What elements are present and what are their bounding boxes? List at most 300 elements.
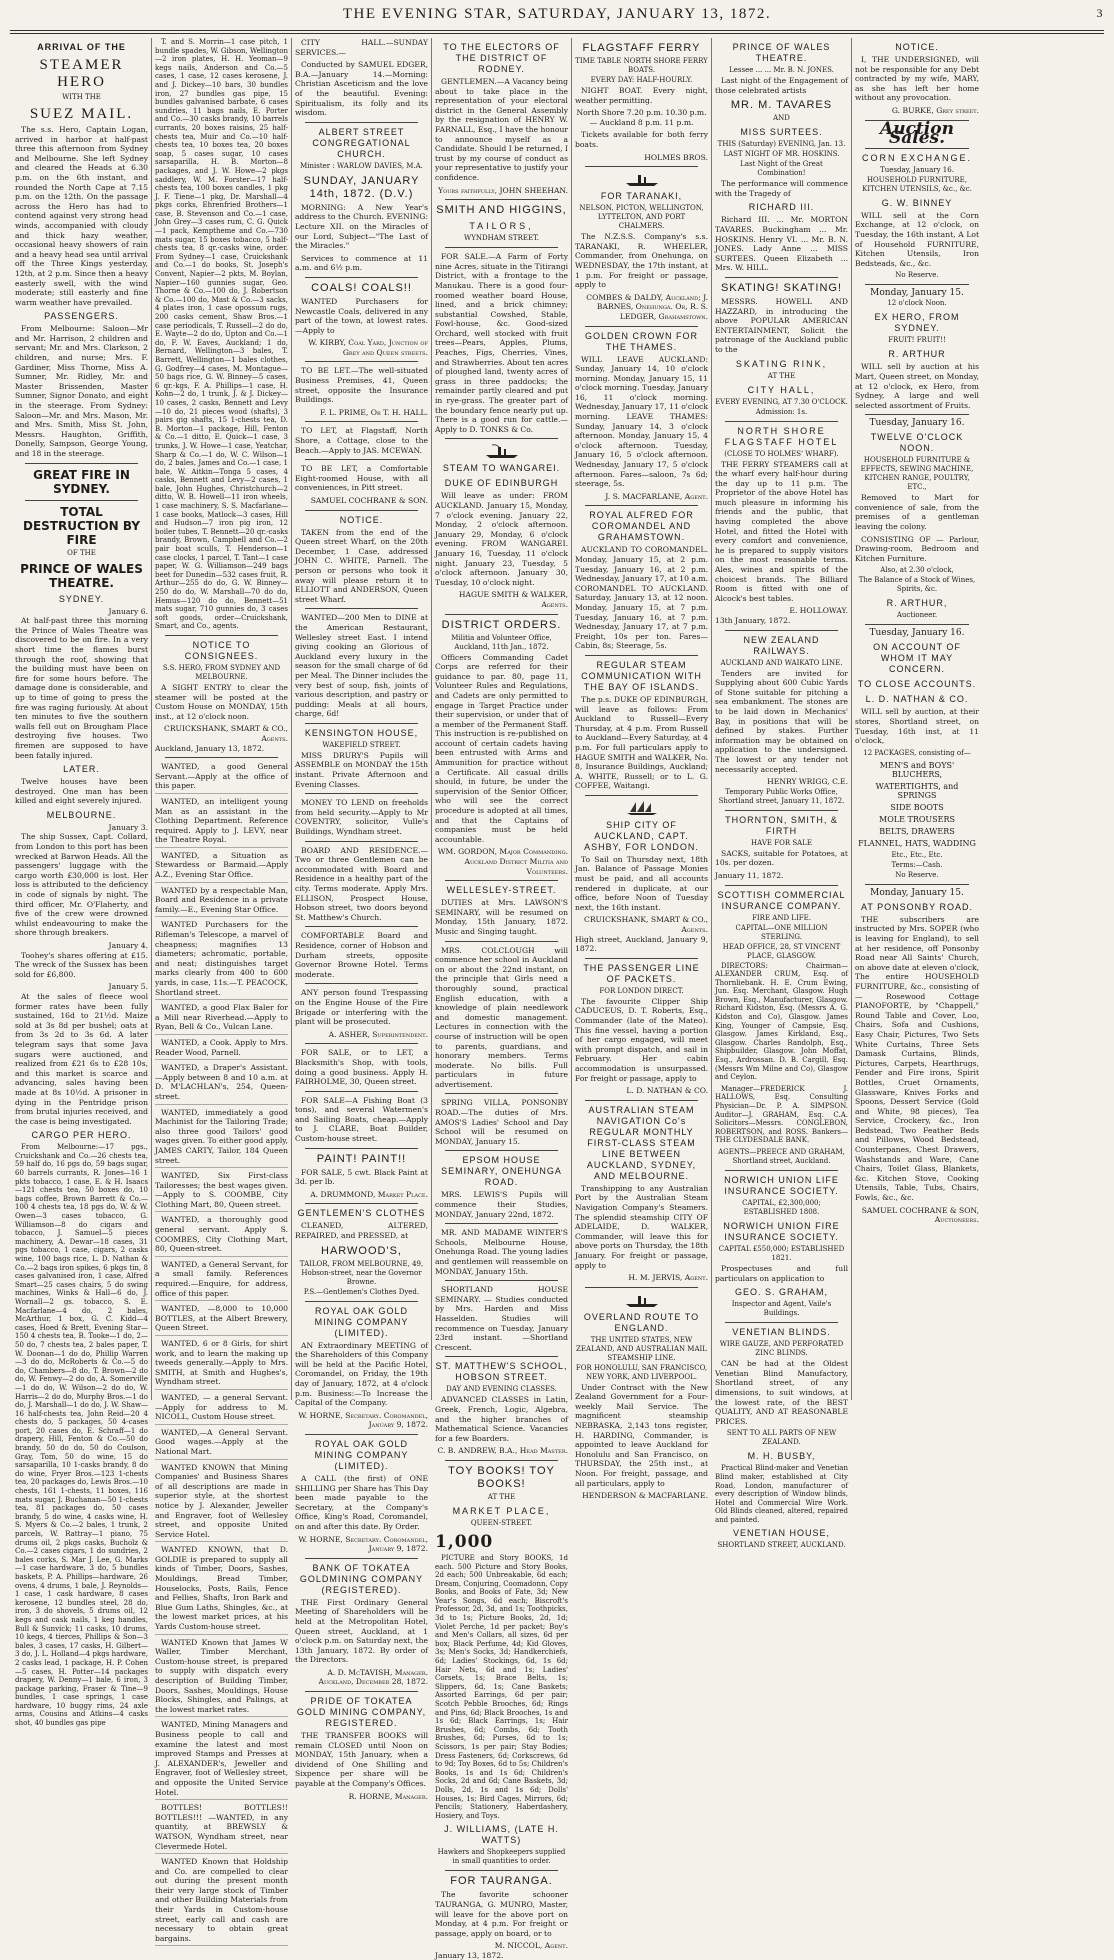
district-sub: Militia and Volunteer Office, Auckland, 11th Jan., 1872. [451, 633, 552, 651]
also: Also, at 2.30 o'clock, [880, 566, 954, 575]
royalalfred-title: ROYAL ALFRED FOR COROMANDEL AND GRAHAMSTOWN. [589, 510, 694, 543]
norwich-body: Prospectuses and full particulars on application to [715, 1263, 848, 1283]
overland-for: FOR HONOLULU, SAN FRANCISCO, NEW YORK, AND LIVERPOOL. [575, 1363, 708, 1381]
divider [445, 1460, 558, 1461]
wanted-ad: WANTED, —8,000 to 10,000 BOTTLES, at the Albert Brewery, Queen Street. [155, 1304, 288, 1336]
divider [305, 459, 418, 460]
norwich-sig: GEO. S. GRAHAM, [734, 1287, 828, 1298]
divider [585, 166, 698, 167]
wellesley-title: WELLESLEY-STREET. [446, 885, 557, 896]
taranaki-sig: COMBES & DALDY, Auckland; J. BARNES, Onehunga. Or, R. S. LEDGER, Grahamstown. [586, 292, 708, 321]
venetian-house: VENETIAN HOUSE, [732, 1528, 830, 1539]
colclough-ad: MRS. COLCLOUGH will commence her school in Auckland on or about the 22nd instant, on the principle that Girls need a thoroughly sound, practical English education, with a knowledge of plain needlework and domestic management. Lectures in connection with the course of instruction will be open to parents, guardians, and honorary members. Terms moderate. No bills. Full particulars in future advertisement. [435, 945, 568, 1089]
scottish-title: SCOTTISH COMMERCIAL INSURANCE COMPANY. [717, 889, 846, 911]
skating-adm: Admission: 1s. [755, 407, 808, 416]
sailing-ship-icon [624, 800, 660, 816]
divider [585, 958, 698, 959]
toys-body: PICTURE and Story BOOKS, 1d each. 500 Picture and Story Books, 2d each; 500 Unbreakable, 6d each; Dream, Conjuring, Coomadonn, Copy Books, and Books of Fate, 3d; New Year's Songs, 6d each; Biscroft's Professor, 2d, 3d, and 1s; Toothpicks, 3d to 1s; Picture Books, 2d, 1d; Violet Perche, 1d per packet; Boy's and Men's Collars, all sizes, 6d per box; Black Perfume, 4d; Kid Gloves, 3s; Men's Socks, 3d; Handkerchiefs, 6d; Ladies' Stockings, 6d, 1s 6d; Hair Nets, 6d and 1s; Ladies' Corsets, 1s; Brace Belts, 1s; Slippers, 6d, 1s; Cane Baskets; Assorted Earrings, 6d per pair; Scotch Pebble Brooches, 6d; Rings and Pins, 6d; Black Brooches, 1s and 1s 6d; Black Earrings, 1s; Hair Brushes, 6d; Combs, 6d; Tooth Brushes, 6d; Purses, 6d to 1s; Scissors, 1s per pair; Stay Bodies; Dress Fasteners, 6d; Corkscrews, 6d to 9d; Toy Boxes, 6d to 5s; Children's Books, 1s and 1s 6d; Children's Socks, 2d and 6d; Cane Baskets, 3d; Dolls, 2d, 1s and 1s 6d; Dolls' Houses, 1s; Bird Cages, Mirrors, 6d; Pencils; Stationery, Haberdashery, Hosiery, and Toys. [435, 1553, 568, 1820]
theatre-cast: Richard III. ... Mr. MORTON TAVARES. Buckingham ... Mr. HOSKINS. Henry VI. ... Mr. B. N. JONES. Lady Anne ... MISS SURTEES. Queen Elizabeth ... Mrs. W. HILL. [715, 215, 848, 273]
column-3 [292, 38, 432, 1801]
masthead [0, 6, 1114, 28]
divider [305, 1091, 418, 1092]
binney-name: G. W. BINNEY [881, 197, 953, 208]
divider [445, 941, 558, 942]
australian-title: AUSTRALIAN STEAM NAVIGATION Co's REGULAR MONTHLY FIRST-CLASS STEAM LINE BETWEEN AUCKLAND, SYDNEY, AND MELBOURNE. [586, 1104, 697, 1181]
theatre-title: PRINCE OF WALES THEATRE. [732, 42, 831, 63]
stmatthew-sig: C. B. ANDREW, B.A., Head Master. [437, 1446, 568, 1456]
comfortable-ad: COMFORTABLE Board and Residence, corner of Hobson and Durham streets, opposite Governor Browne Hotel. Terms moderate. [295, 931, 428, 979]
column-2 [152, 38, 292, 1943]
consisting: CONSISTING OF — Parlour, Drawing-room, Bedroom and Kitchen Furniture. [855, 534, 979, 563]
northshore-date: 13th January, 1872. [715, 616, 791, 625]
divider [445, 614, 558, 615]
fire-body: At half-past three this morning the Prince of Wales Theatre was discovered to be on fire. In a very short time the flames burst through the roof, showing that the building must have been on fire for some hours before. The damage done is considerable, and up to time of going to press the fire was raging furiously. At about ten minutes to five the southern walls fell out on Brougham Place destroying five houses. Two firemen are supposed to have been fatally injured. [15, 616, 148, 760]
melb-date-2: January 4. [108, 941, 148, 950]
cityhall-title: CITY HALL.—SUNDAY SERVICES.— [295, 38, 428, 57]
melb-date: January 3. [108, 822, 148, 832]
fire-headline-3: PRINCE OF WALES THEATRE. [20, 561, 143, 590]
tauranga-sig: M. NICCOL, Agent. [494, 1941, 568, 1951]
district-body: Officers Commanding Cadet Corps are referred for their guidance to par. 80, page 11, Volunteer Rules and Regulations, and Cadets are only permitted to engage in Target Practice under their supervision, or under that of a member of the Permanent Staff. This instruction is re-published on account of certain cadets having been entrusted with Arms and Ammunition for practice without a Certificate. All casual drills should, in future, be under the supervision of the Senior Officer, who will see the correct procedure is adopted at all times, and that the Captains of companies must be held accountable. [435, 652, 568, 844]
divider [305, 277, 418, 278]
divider [305, 1558, 418, 1559]
wanted-ad: WANTED, an intelligent young Man as an assistant in the Clothing Department. Reference required. Apply to J. LEVY, near the Theatre Royal. [155, 797, 288, 848]
stmatthew-title: ST. MATTHEW'S SCHOOL, HOBSON STREET. [435, 1361, 568, 1383]
steamship-icon [624, 171, 660, 187]
flagstaff-sub: TIME TABLE NORTH SHORE FERRY BOATS. [575, 57, 708, 74]
corn-goods: HOUSEHOLD FURNITURE, KITCHEN UTENSILS, &c., &c. [862, 175, 972, 193]
auction-item: SIDE BOOTS [890, 802, 944, 812]
clothes-title: GENTLEMEN'S CLOTHES [297, 1208, 426, 1219]
tuesday2-date: Tuesday, January 16. [869, 628, 965, 639]
toys-at: AT THE [487, 1492, 516, 1501]
winter-ad: MR. AND MADAME WINTER'S Schools, Melbourne House, Onehunga Road. The young ladies and gentlemen will reassemble on MONDAY, January 15th. [435, 1228, 568, 1276]
ship-body: To Sail on Thursday next, 18th Jan. Balance of Passage Monies must be paid, and all accounts rendered in duplicate, at our office, before Noon of Tuesday next, the 16th instant. [575, 854, 708, 912]
passengers-body: From Melbourne: Saloon—Mr and Mr. Harrison, 2 children and servant; Mr. and Mrs. Clarkson, 2 children, and nurse; Mrs. F. Gardiner, Miss Thorne, Miss A. Sumner, Mr. Ridley, Mr. and Master Brissenden, Master Sumner, Signor Donato, and eight in the steerage. From Sydney: Saloon—Mr. and Mrs. Mason, Mr. and Mrs. Smith, Miss St. John, Messrs. Haughton, Griffith, Donelly, Sampson, George Young, and 18 in the steerage. [15, 324, 148, 458]
thornton-sub: HAVE FOR SALE [751, 838, 812, 847]
wanted-ad: WANTED, a thoroughly good general servant. Apply S. COOMBES, City Clothing Mart, 80, Queen-street. [155, 1215, 288, 1256]
divider [445, 247, 558, 248]
binney-body: WILL sell at the Corn Exchange, at 12 o'clock, on Tuesday, the 16th instant, A Lot of Household FURNITURE, Kitchen Utensils, Iron Bedsteads, &c., &c. [855, 210, 979, 268]
theatre-lastnight: LAST NIGHT OF MR. HOSKINS. [723, 150, 840, 159]
auction-sales-title: Auction Sales. [880, 118, 954, 149]
coals-sig: W. KIRBY, Coal Yard, Junction of Grey and Queen streets. [308, 338, 428, 357]
notice-body: TAKEN from the end of the Queen street Wharf, on the 20th December, 1 Case, addressed JOHN C. WHITE, Parnell. The person or persons who took it away will please return it to ELLIOTT and ANDERSON, Queen street Wharf. [295, 527, 428, 604]
consignees-body: A SIGHT ENTRY to clear the steamer will be posted at the Custom House on MONDAY, 15th inst., at 12 o'clock noon. [155, 682, 288, 721]
thornton-date: January 11, 1872. [715, 870, 784, 880]
top-rule-2 [10, 33, 1104, 34]
shortland-ad: SHORTLAND HOUSE SEMINARY. — Studies conducted by Mrs. Harden and Miss Hasselden. Studies will recommence on Tuesday, January 23rd instant. —Shortland Crescent. [435, 1285, 568, 1352]
notice-title: NOTICE. [895, 42, 939, 52]
railways-title: NEW ZEALAND RAILWAYS. [743, 634, 820, 656]
overland-sig: HENDERSON & MACFARLANE. [582, 1491, 708, 1501]
consignees-sub: S.S. HERO, FROM SYDNEY AND MELBOURNE. [162, 663, 281, 681]
electors-body: GENTLEMEN.—A Vacancy being about to take place in the representation of your electoral district in the General Assembly by the resignation of HENRY W. FARNALL, Esq., I have the honour to announce myself as a Candidate. Should I be returned, I trust by my course of conduct as your representative to justify your confidence. [435, 77, 568, 182]
wanted-ad: WANTED, a Situation as Stewardess or Barmaid.—Apply A.Z., Evening Star Office. [155, 851, 288, 883]
divider [165, 635, 278, 636]
to-let-1-sig: F. L. PRIME, Or T. H. HALL. [320, 407, 428, 417]
venetian-sent: SENT TO ALL PARTS OF NEW ZEALAND. [726, 1429, 837, 1447]
paint-title: PAINT! PAINT!! [316, 1152, 407, 1165]
skating-at: AT THE [767, 371, 796, 380]
clothes-tailor: TAILOR, FROM MELBOURNE, 49, Hobson-street, near the Governor Browne. [299, 1259, 424, 1286]
packets-sig: L. D. NATHAN & CO. [626, 1086, 708, 1096]
divider [865, 414, 969, 415]
sunday-services: Services to commence at 11 a.m. and 6½ p.m. [295, 253, 428, 273]
divider [725, 421, 838, 422]
divider [445, 1093, 558, 1094]
theatre-miss: MISS SURTEES. [740, 127, 823, 138]
sydney-label: SYDNEY. [58, 593, 105, 604]
tokatea-title: BANK OF TOKATEA GOLDMINING COMPANY (REGISTERED). [299, 1562, 424, 1595]
wangarei-ship: DUKE OF EDINBURGH [444, 478, 559, 489]
wanted-ad: WANTED, a good Flax Baler for a Mill near Riverhead.—Apply to Ryan, Bell & Co., Vulcan Lane. [155, 1003, 288, 1035]
divider [725, 810, 838, 811]
divider [305, 841, 418, 842]
flagstaff-table: North Shore 7.20 p.m. 10.30 p.m. — Auckland 8 p.m. 11 p.m. [576, 108, 707, 127]
divider [165, 757, 278, 758]
ship-addr: High street, Auckland, January 9, 1872. [575, 934, 708, 954]
trespass-ad: ANY person found Trespassing on the Engine House of the Fire Brigade or interfering with the plant will be prosecuted. [295, 988, 428, 1027]
divider [585, 655, 698, 656]
consignees-title: NOTICE TO CONSIGNEES. [184, 639, 259, 661]
tuesday-date: Tuesday, January 16. [869, 418, 965, 429]
divider [865, 284, 969, 285]
to-let-1: TO BE LET.—The well-situated Business Premises, 41, Queen street, opposite the Insurance Buildings. [295, 366, 428, 405]
northshore-sig: E. HOLLOWAY. [789, 606, 848, 616]
cargo-label: CARGO PER HERO. [31, 1130, 132, 1141]
taranaki-body: The N.Z.S.S. Company's s.s. TARANAKI, R. WHEELER, Commander, from Onehunga, on WEDNESDAY, the 17th instant, at 1 p.m. For freight or passage, apply to [575, 232, 708, 290]
ship-title: SHIP CITY OF AUCKLAND, CAPT. ASHBY, FOR LONDON. [584, 819, 699, 852]
arthur-body: WILL sell by auction at his Mart, Queen street, on Monday, at 12 o'clock, ex Hero, from Sydney, A large and well selected assortment of Fruits. [855, 362, 979, 410]
flagstaff-every: EVERY DAY: HALF-HOURLY. [590, 76, 693, 84]
cargo-body: From Melbourne:—17 pgs., Cruickshank and Co.—26 chests tea, 59 half do, 16 pgs do, 59 bags sugar, 60 barrels currants, R. Jones—16 1 pkts tobacco, 1 case, E. & H. Isaacs—121 chests tea, 50 boxes do, 10 bags coffee, Brown Barrett & Co.—100 4 chests tea, 18 pgs do, W. & W. Owen—3 cases tobacco, G. Williamson—8 do cigars and tobacco, J. Samuel—5 pieces machinery, A. Dewar—18 cases, 31 pgs tobacco, 1 case, cigars, 2 casks wine, 100 bags rice, L. D. Nathan & Co.—2 bags iron spikes, 6 pkgs tin, 8 cases galvanised iron, 1 case, Alfred Smart—25 cases chairs, 5 do swing machines, Winks & Hall—6 do, J. Wornall—2 gs. tobacco, S. E. Macfarlane—4 do, 2 bales, McArthur, 1 box, G. C. Kidd—4 cases, Hoed & Brett, Evening Star—150 4 chests tea, B. Tooke—1 do, 2—50 do, 7 chests tea, 2 bales paper, T. W. Doonan—1 do do, Phillip Warren—3 do do, McRoberts & Co.—5 do do, Chambers—8 do, T. Brown—2 do do, W. Fenwy—2 do do, A. Somerville—1 do do, W. Wilson—2 do do, W. Harris—2 do do, Murphy Bros.—1 do do, J. Marshall—1 do do, J. W. Shaw—16 half-chests tea, John Reid—20 4 chests do, 5 packages, 50 4-cases port, 20 cases do, E. Schraff—1 do drapery, Hill, Fenton & Co.—50 do brandy, 50 do do, 50 do Coulson, Gray, Tom, 50 do wine, 15 do sarsaparilla, 10 1-casks brandy, 8 do do wine, Fryer Bros.—123 1-chests tea, 20 packages do, Lewis Bros.—10 chests, 161 1-chests, 11 boxes, 116 mats sugar, J. Buchanan—50 1-chests tea, 81 packages do, 50 cases brandy, 5 do wine, 4 casks wine, H. S. Myers & Co.—2 bales, 1 trunk, 2 parcels, W. Rattray—1 piano, 75 drums oil, 2 pkgs casks, Bucholz & Co.—2 cases cigars, 1 do sundries, 2 bales corks, S. Mar J. Lee, G. Marks—1 case hardware, 3 do, 5 bundles baskets, P. A. Phillips—hardware, 26 ovens, 4 drums, 1 bale, J. Reynolds—1 case, 1 cask hardware, 8 cases kerosene, 12 bundles steel, 28 do, iron, 3 do shovels, 5 drums oil, 12 kegs and cask nails, 1 keg handles, Bull & Sunvick; 11 casks, 10 drums, 10 kegs, 4 tierces, Phillips & Son—3 bales, 3 cases, 17 casks, H. Gilbert—3 do, J. L. Holland—4 pkgs hardware, 2 casks lead, 1 package, H. P. Cohen—5 cases, H. Potter—14 packages drapery, W. Denny—1 bale, 6 iron, 3 package parking, Fraser & Tine—9 bundles, 1 case springs, 1 case hardware, 10 buggy rims, 24 axle arms, Cousins and Atkins—4 casks shot, 40 bundles gas pipe [15, 1143, 148, 1728]
royaloak-body: AN Extraordinary MEETING of the Shareholders of this Company will be held at the Pacific Hotel, Coromandel, on Friday, the 19th day of January, 1872, at 4 o'clock p.m. Business:—To Increase the Capital of the Company. [295, 1340, 428, 1408]
divider [445, 199, 558, 200]
albert-title: ALBERT STREET CONGREGATIONAL CHURCH. [312, 126, 411, 159]
northshore-title: NORTH SHORE FLAGSTAFF HOTEL [724, 425, 839, 447]
theatre-this: THIS (Saturday) EVENING, Jan. 13. [717, 140, 846, 149]
tauranga-date: January 13, 1872. [435, 1950, 504, 1960]
wanted-ad: WANTED, a General Servant, for a small family. References required.—Enquire, for address, office of this paper. [155, 1260, 288, 1301]
divider [725, 630, 838, 631]
royaloak2-title: ROYAL OAK GOLD MINING COMPANY (LIMITED). [314, 1438, 409, 1471]
fire-headline-2: TOTAL DESTRUCTION BY FIRE [22, 504, 141, 547]
theatre-play: RICHARD III. [748, 202, 815, 213]
money-ad: MONEY TO LEND on freeholds from held security.—Apply to Mr COVENTRY, solicitor, Vulle's Buildings, Wyndham street. [295, 798, 428, 837]
scottish-manager: Manager—FREDERICK J. HALLOWS, Esq. Consulting Physician—Dr. P. A. SIMPSON. Auditor—J. GRAHAM, Esq. C.A. Solicitors—Messrs. CONGLEBON, ROBERTSON, and ROSS. Bankers—THE CLYDESDALE BANK. [715, 1084, 848, 1145]
arthur2-name: R. ARTHUR, [886, 598, 948, 609]
divider [865, 624, 969, 625]
coals-body: WANTED Purchasers for Newcastle Coals, delivered in any part of the town, at lowest rates.—Apply to [295, 296, 428, 335]
divider [585, 795, 698, 796]
scottish-capital: CAPITAL—ONE MILLION STERLING. [735, 923, 828, 941]
arrival-ship: STEAMER HERO [39, 57, 124, 90]
divider [445, 1280, 558, 1281]
twelve-title: TWELVE O'CLOCK NOON. [870, 432, 964, 454]
theatre-last: Last night of the Engagement of those celebrated artists [715, 76, 848, 95]
divider [305, 723, 418, 724]
column-7 [852, 38, 982, 1400]
divider [585, 326, 698, 327]
auction-item: BELTS, DRAWERS [879, 826, 955, 836]
railways-office: Temporary Public Works Office, Shortland street, January 11, 1872. [718, 787, 845, 805]
arrival-body: The s.s. Hero, Captain Logan, arrived in harbor at half-past three this afternoon from Sydney and Melbourne. She left Sydney and cleared the Heads at 6.30 p.m. on the 6th instant, and rounded the North Cape at 7.15 p.m. on the 12th. On the passage across the Hero has had to contend against very strong head winds, accompanied with cloudy and thick hazy weather, occasional heavy showers of rain and a heavy head sea until arrival off the Three Kings yesterday, 12th, at 2 p.m. Since then a heavy easterly swell, with the wind moderate; still easterly and fine warm weather have prevailed. [15, 125, 148, 307]
venetian-body: CAN be had at the Oldest Venetian Blind Manufactory, Shortland street, of any dimensions, to suit windows, at the lowest rate, of the BEST QUALITY, AND AT REASONABLE PRICES. [715, 1359, 848, 1426]
golden-body: WILL LEAVE AUCKLAND: Sunday, January 14, 10 o'clock morning. Monday, January 15, 11 o'clock morning. Tuesday, January 16, 11 o'clock morning. Wednesday, January 17, 11 o'clock morning. LEAVE THAMES: Sunday, January 14, 3 o'clock afternoon. Monday, January 15, 4 o'clock afternoon. Tuesday, January 16, 5 o'clock afternoon. Wednesday, January 17, 5 o'clock afternoon. Fares—saloon, 7s 6d; steerage, 5s. [575, 354, 708, 489]
divider [445, 438, 558, 439]
packages: 12 PACKAGES, consisting of— [863, 748, 971, 757]
later-body: Twelve houses have been destroyed. One man has been killed and eight severely injured. [15, 777, 148, 806]
wanted-ad: WANTED, immediately a good Machinist for the Tailoring Trade; also three good Tailors' good wages given. To either good apply, JAMES CARTY, Tailor, 184 Queen street. [155, 1108, 288, 1169]
arrival-mail: SUEZ MAIL. [29, 106, 134, 122]
wanted-ad: WANTED, Mining Managers and Business people to call and examine the latest and most improved Stamps and Presses at J. ALEXANDER's, Jeweller and Engraver, foot of Wellesley street, and opposite the United Service Hotel. [155, 1720, 288, 1800]
melb-body: The ship Sussex, Capt. Collard, from London to this port has been wrecked at Barwon Heads. All the passengers' luggage with the cargo worth £30,000 is lost. Her loss is attributed to the deficiency in code of signals by night. The third officer, Mr. O'Flaherty, and five of the crew were drowned whilst endeavouring to make the shore through breakers. [15, 832, 148, 938]
ponsonby-body: THE subscribers are instructed by Mrs. SOPER (who is leaving for England), to sell at her residence, off Ponsonby Road near All Saints' Church, on above date at eleven o'clock, The entire HOUSEHOLD FURNITURE, &c., consisting of— Rosewood Cottage PIANOFORTE, by "Chappell," Round Table and Cover, Loo, Chairs, Sofa and Cushions, Easy Chair, Pictures, Two Sets White Curtains, Three Sets Damask Curtains, Blinds, Pictures, Carpets, Hearthrugs, Fender and Fire irons, Spirit Bottles, Cruet Ornaments, Glassware, Knives Forks and Spoons, Dessert Service (Gold and White, 98 pieces), Tea Service, Crockery, &c., Iron Bedstead, Two Feather Beds and Pillows, Wood Bedstead, Counterpanes, Chest Drawers, Washstands and Ware, Cane Chairs, Toilet Glass, Blankets, &c. Kitchen Stove, Cooking Utensils, Table, Tubs, Chairs, Fowls, &c., &c. [855, 914, 979, 1203]
wanted-ad: WANTED Known that James W Waller, Timber Merchant, Custom-house street, is prepared to supply with dispatch every description of Building Timber, Doors, Sashes, Mouldings, House Blocks, Shingles, and Palings, at the lowest market rates. [155, 1638, 288, 1718]
northshore-sub: (CLOSE TO HOLMES' WHARF). [724, 449, 839, 458]
smith-sub: TAILORS, [469, 221, 534, 232]
railways-body: Tenders are invited for Supplying about 600 Cubic Yards of Stone suitable for pitching a sea embankment. The stones are to be laid down in Mechanics' Bay, in positions that will be defined by stakes. Further information may be obtained on application to the undersigned. The lowest or any tender not necessarily accepted. [715, 668, 848, 774]
wangarei-title: STEAM TO WANGAREI. [442, 463, 561, 474]
divider [725, 1170, 838, 1171]
monday-date: Monday, January 15. [870, 288, 964, 299]
divider [305, 1301, 418, 1302]
paint-body: FOR SALE, 5 cwt. Black Paint at 3d. per lb. [295, 1167, 428, 1187]
divider [585, 505, 698, 506]
sunday-body: MORNING: A New Year's address to the Church. EVENING: Lecture XII. on the Miracles of our Lord, Subject—"The Last of the Miracles." [295, 202, 428, 251]
australian-body: Transhipping to any Australian Port by the Australian Steam Navigation Company's Steamers. The splendid steamship CITY OF ADELAIDE, D. WALKER, Commander, will leave this for above ports on Thursday, the 18th January. For freight or passage, apply to [575, 1183, 708, 1270]
smith-title: SMITH AND HIGGINS, [436, 204, 567, 217]
overland-sub: THE UNITED STATES, NEW ZEALAND, AND AUSTRALIAN MAIL STEAMSHIP LINE. [576, 1335, 707, 1362]
venetian-foot: Practical Blind-maker and Venetian Blind maker, established at City Road, London, manufacturer of every description of Window blinds, Hotel and Commercial Wire Work. Old Blinds cleaned, altered, repaired and painted. [715, 1464, 848, 1524]
divider [305, 1691, 418, 1692]
taranaki-title: FOR TARANAKI, [600, 191, 683, 202]
consignees-sig: CRUICKSHANK, SMART & CO., Agents. [164, 724, 288, 743]
stmatthew-body: ADVANCED CLASSES in Latin, Greek, French, Logic, Algebra, and the higher branches of Mathematical Science. Vacancies for a few Boarders. [435, 1395, 568, 1443]
scottish-directors: DIRECTORS: Chairman—ALEXANDER CRUM, Esq. of Thornliebank. H. E. Crum Ewing, Jun. Esq. Merchant, Glasgow. Hugh Brown, Esq., Manufacturer, Glasgow. Richard Kidston, Esq. (Messrs A. G. Kidston and Co), Glasgow. James King, Younger of Campsie, Esq. Glasgow. James Kirkland, Esq., Glasgow. Charles Randolph, Esq., Shipbuilder, Glasgow. John Moffat, Esq., Ardrossan. D. B. Cargill, Esq. (Messrs Wm Milne and Co), Glasgow and Ceylon. [715, 961, 848, 1082]
notice-body: I, THE UNDERSIGNED, will not be responsible for any Debt contracted by my wife, MARY, as she has left her home without any provocation. [855, 55, 979, 103]
electors-sig: Yours faithfully, JOHN SHEEHAN. [438, 185, 568, 195]
wanted-ad: WANTED Known that Holdship and Co. are compelled to clear out during the present month their very large stock of Timber and other Building Materials from their Yards in Custom-house street, early call and cash are necessary to obtain great bargains. [155, 1857, 288, 1946]
flagstaff-title: FLAGSTAFF FERRY [582, 42, 701, 54]
norwich-capital: CAPITAL, £2,300,000; ESTABLISHED 1808. [742, 1198, 821, 1216]
wanted-ad: WANTED, Six First-class Tailoresses; the best wages given.—Apply to S. COOMBE, City Clothing Mart, 80, Queen street. [155, 1171, 288, 1212]
skating-every: EVERY EVENING, AT 7.30 O'CLOCK. [715, 397, 848, 406]
wellesley-body: DUTIES at Mrs. LAWSON'S SEMINARY, will be resumed on Monday, 15th January, 1872. Music and Singing taught. [435, 898, 568, 936]
divider [305, 983, 418, 984]
masthead-title: THE EVENING STAR, SATURDAY, JANUARY 13, 1872. [342, 6, 772, 22]
kensington-body: MISS DRURY'S Pupils will ASSEMBLE on MONDAY the 15th instant. Private Afternoon and Evening Classes. [295, 750, 428, 789]
divider [445, 1356, 558, 1357]
theatre-perf: The performance will commence with the Tragedy of [715, 179, 848, 198]
paint-sig: A. DRUMMOND, Market Place. [310, 1189, 428, 1199]
wanted-ad: WANTED KNOWN that Mining Companies' and Business Shares of all descriptions are made in superior style, at the shortest notice by J. Alexander, Jeweller and Engraver, foot of Wellesley street, and opposite United Service Hotel. [155, 1463, 288, 1543]
nathan-name: L. D. NATHAN & CO. [865, 694, 969, 705]
skating-title: SKATING! SKATING! [720, 281, 843, 294]
epsom-title: EPSOM HOUSE SEMINARY, ONEHUNGA ROAD. [441, 1155, 562, 1188]
divider [865, 884, 969, 885]
taranaki-sub: NELSON, PICTON, WELLINGTON, LYTTELTON, AND PORT CHALMERS. [579, 204, 704, 231]
norwich-fire-title: NORWICH UNION FIRE INSURANCE SOCIETY. [723, 1220, 840, 1242]
royalalfred-body: AUCKLAND TO COROMANDEL. Monday, January 15, at 2 p.m. Tuesday, January 16, at 2 p.m. Wednesday, January 17, at 10 a.m. COROMANDEL TO AUCKLAND. Saturday, January 13, at 12 noon. Monday, January 15, at 7 p.m. Tuesday, January 16, at 7 p.m. Wednesday, January 17, at 7 p.m. Freight, 10s per ton. Fares—Cabin, 8s; Steerage, 5s. [575, 545, 708, 651]
close-title: TO CLOSE ACCOUNTS. [857, 679, 977, 690]
terms: Terms:—Cash. [891, 860, 943, 869]
wanted-ad: WANTED KNOWN, that D. GOLDIE is prepared to supply all kinds of Timber, Doors, Sashes, Mouldings, Bread Timber, Houselocks, Posts, Rails, Fence and Fellies, Shafts, Iron Bark and Blue Gum Laths, Shingles, &c., at the lowest market prices, at his Yards Custom-house street. [155, 1545, 288, 1634]
divider [585, 1287, 698, 1288]
kensington-title: KENSINGTON HOUSE, [304, 727, 419, 738]
pride-title: PRIDE OF TOKATEA GOLD MINING COMPANY, REGISTERED. [296, 1696, 427, 1729]
pride-body: THE TRANSFER BOOKS will remain CLOSED until Noon on MONDAY, 15th January, when a dividend of One Shilling and Sixpence per share will be payable at the Company's Offices. [295, 1731, 428, 1789]
wanted-ad: BOTTLES! BOTTLES!! BOTTLES!!! —WANTED, in any quantity, at BREWSLY & WATSON, Wyndham street, near Clevermede Hotel. [155, 1803, 288, 1854]
to-let-3: TO BE LET, a Comfortable Eight-roomed House, with all conveniences, in Pitt street. [295, 464, 428, 493]
theatre-and: AND [773, 114, 790, 123]
clothes-ps: P.S.—Gentlemen's Clothes Dyed. [303, 1287, 420, 1296]
melbourne-label: MELBOURNE. [46, 809, 117, 820]
monday-time: 12 o'clock Noon. [887, 299, 947, 308]
melb-body-2: Toohey's shares offering at £15. The wreck of the Sussex has been sold for £6,800. [15, 950, 148, 979]
melb-body-3: At the sales of fleece wool former rates have been fully sustained, 16d to 21½d. Maize sold at 3s 8d per bushel; oats at from 3s 2d to 3s 6d. A later telegram says that some Java sugars were auctioned, and realized from £21 6s to £28 10s, and this market is scarce and advancing, sales having been made at 8s 10½d. A prisoner in dying in the Pentridge prison from brutal injuries received, and the case is being investigated. [15, 991, 148, 1126]
column-4 [432, 38, 572, 1960]
regular-title: REGULAR STEAM COMMUNICATION WITH THE BAY OF ISLANDS. [581, 659, 702, 692]
ship-sig: CRUICKSHANK, SMART & CO., Agents. [584, 915, 708, 935]
arrival-with: WITH THE [62, 93, 101, 101]
wanted-ads [155, 762, 288, 1946]
steamship-icon [624, 1292, 660, 1308]
scottish-fire: FIRE AND LIFE. [752, 913, 811, 922]
toys-street: QUEEN-STREET. [470, 1518, 533, 1527]
steamship-icon [484, 443, 520, 459]
divider [305, 122, 418, 123]
binney-reserve: No Reserve. [895, 271, 939, 280]
theatre-grand: Last Night of the Great Combination! [740, 160, 823, 178]
divider [305, 1203, 418, 1204]
flagstaff-night: NIGHT BOAT. Every night, weather permitting. [575, 86, 708, 105]
district-sig: WM. GORDON, Major Commanding. Auckland District Militia and Volunteers. [437, 847, 568, 876]
divider [445, 880, 558, 881]
toys-foot: Hawkers and Shopkeepers supplied in small quantities to order. [437, 1848, 566, 1866]
divider [305, 926, 418, 927]
auction-item: WATERTIGHTS, and SPRINGS [875, 781, 959, 800]
to-let-2: TO LET, at Flagstaff, North Shore, a Cottage, close to the Beach.—Apply to JAS. MCEWAN. [295, 426, 428, 455]
wanted-ad: WANTED, a good General Servant.—Apply at the office of this paper. [155, 762, 288, 794]
clothes-body: CLEANED, ALTERED, REPAIRED, and PRESSED, at [295, 1221, 428, 1241]
divider [445, 1870, 558, 1871]
royaloak2-body: A CALL (the first) of ONE SHILLING per Share has This Day been made payable to the Secretary, at the Company's Office, King's Road, Coromandel, on and after this date. By Order. [295, 1473, 428, 1531]
theatre-names: MR. M. TAVARES [730, 99, 833, 112]
theatre-lessee: Lessee ... ... Mr. B. N. JONES. [729, 66, 834, 74]
regular-body: The p.s. DUKE OF EDINBURGH, will leave as follows: From Auckland to Russell—Every Thursday, at 4 p.m. From Russell to Auckland—Every Saturday, at 4 p.m. For full particulars apply to HAGUE SMITH and WALKER, No. 8, Insurance Buildings, Auckland; A. WHITE, Russell; or to L. G. COFFEE, Waitangi. [575, 694, 708, 791]
auction-item: MOLE TROUSERS [879, 814, 955, 824]
hero-title: EX HERO, FROM SYDNEY. [874, 312, 960, 334]
tokatea-body: THE First Ordinary General Meeting of Shareholders will be held at the Metropolitan Hotel, Queen street, Auckland, at 1 o'clock p.m. on Saturday next, the 13th January, 1872. By order of the Directors. [295, 1597, 428, 1665]
sale-ad-1: FOR SALE, or to LET, a Blacksmith's Shop, with tools, doing a good business. Apply H. FAIRHOLME, 30, Queen street. [295, 1048, 428, 1087]
cochrane-sig: SAMUEL COCHRANE & SON, Auctioneers. [861, 1205, 979, 1225]
page-mark: 3 [1096, 6, 1104, 20]
notice-title: NOTICE. [339, 514, 384, 525]
railways-sub: AUCKLAND AND WAIKATO LINE. [720, 658, 843, 667]
royaloak2-sig: W. HORNE, Secretary. Coromandel, January 9, 1872. [298, 1534, 428, 1554]
divider [725, 885, 838, 886]
dine-ad: WANTED—200 Men to DINE at the American Restaurant, Wellesley street East. I intend giving cooking an Glorious of Auckland every luxury in the season for the small charge of 6d per Meal. The Dinner includes the very best of soup, fish, joints of various description, and pastry or pudding: Meals at all hours, charge, 6d! [295, 613, 428, 719]
electors-title: TO THE ELECTORS OF THE DISTRICT OF RODNEY. [443, 42, 560, 74]
cargo-continued: T. and S. Morrin—1 case pitch, 1 bundle spades, W. Gibson, Wellington—2 iron plates, H. H. Yeoman—9 kegs nails, Anderson and Co.—5 cases, 1 case, 12 cases kerosene, J. and J. Dickey—10 bars, 30 bundles iron, 27 bundles gas pipe, 15 bundles galvanised barbate, 6 cases sundries, 11 bags nails, E. Porter and Co.—30 casks brandy, 10 barrels currants, 20 boxes raisins, 25 half-chests tea, Muir and Co.—10 half-chests tea, 10 boxes tea, 20 boxes soap, 5 cases sugar, 10 cases sarsaparilla, H. B. Morton—8 packages, and J. W. Howe—2 pkgs saddlery, W. M. Forster—17 half-chests tea, 100 boxes candles, 1 pkg J. F. Tiene—1 pkg, Dr. Marshall—4 pkgs corks, Ehrenfried Brothers—1 case, B. Stevenson and Co.—1 case, John Grey—3 cases rum, C. G. Quick—1 pack, Kemptheme and Co.—730 mats sugar, 15 boxes tobacco, 5 half-chests tea, 8 qr.-casks wine, order. From Sydney—1 case, Cruickshank and Co.—1 do books, St. Joseph's Convent, Napier—2 pkts, M. Boylan, Napier—160 gunnies sugar, Geo. Thorne & Co.—100 do, J. Robertson & Co.—100 do, Mast & Co.—3 sacks, 4 plates iron, 1 case opossum rugs, 200 casks cement, Shaw Bros.—1 case periodicals, T. Russell—2 do do, E. Wayte—2 do do, Upton and Co.—1 do, F. W. Eaves, Auckland; 1 do, Bernard, Wellington—3 bales, T. Barrett, Wellington—1 bales clothes, G. Godfrey—4 cases, M. Montague—50 bags rice, G. W. Binney—5 cases, 6 qr.-kgs, F. A. Phillips—1 case, H. Kohn—2 do, 1 trunk, J. & J. Dickey—10 cases, 2 casks, Bennett and Levy—10 do, 21 pieces wood (shafts), 3 pairs gig shafts, 15 1-chests tea, D. B. Morton—1 package, Hill, Fenton & Co.—1 ditto, E. Quick—1 case, 3 trunks, J. W. Howe—1 case, Yeatchar, Sharp & Co.—1 do, W. C. Wilson—1 do, 2 bales, James and Co.—1 case, 1 bale, W. Aitkin—Tonga 5 cases, 4 casks, Bennett and Levy—2 cases, 1 bale, John Hughes, Christchurch—2 ditto, W. B. Howell—11 iron wheels, 1 case machinery, S. S. Macfarlane—1 case books, Matlock—3 cases, Hill and Hudson—7 iron pig iron, 12 boiler tubes, T. Bennett—20 qr.-casks brandy, Brown, Campbell and Co.—2 pair boat sculls, T. Henderson—1 case clocks, 1 parcel, T. Tant—1 case paper, W. G. Williamson—249 bags beet for Dunedin—532 cases fruit, R. Arthur—255 do do, G. W. Binney—250 do do, W. Marshall—70 do do, Hemus—120 do do, Bennett—51 mats sugar, 710 gunnies do, 3 cases soft goods, order—Cruickshank, Smart, and Co., agents. [155, 38, 289, 631]
board-ad: BOARD AND RESIDENCE.—Two or three Gentlemen can be accommodated with Board and Residence in a healthy part of the city. Terms moderate. Apply Mrs. ELLISON, Prospect House, Hobson street, two doors beyond St. Matthew's Church. [295, 845, 428, 922]
venetian-title: VENETIAN BLINDS. [732, 1327, 831, 1338]
smith-addr: WYNDHAM STREET. [464, 234, 539, 243]
fire-headline-1: GREAT FIRE IN SYDNEY. [33, 467, 130, 496]
column-1 [12, 38, 152, 1728]
wanted-ad: WANTED, — a general Servant.—Apply for address to M. NICOLL, Custom House street. [155, 1393, 288, 1425]
norwich-sig-2: Inspector and Agent, Vaile's Buildings. [731, 1300, 832, 1318]
packets-title: THE PASSENGER LINE OF PACKETS. [583, 962, 700, 984]
divider [445, 1150, 558, 1151]
toys-sig: J. WILLIAMS, (LATE H. WATTS) [444, 1824, 559, 1846]
column-5 [572, 38, 712, 1501]
wanted-ad: WANTED, a Cook. Apply to Mrs. Reader Wood, Parnell. [155, 1038, 288, 1060]
household-body: Removed to Mart for convenience of sale, from the premises of a gentleman leaving the colony. [855, 493, 979, 532]
coals-title: COALS! COALS!! [311, 281, 412, 294]
top-rule [10, 30, 1104, 31]
northshore-body: THE FERRY STEAMERS call at the wharf every half-hour during the day up to 11 p.m. The Proprietor of the above Hotel has much pleasure in informing his friends and the public, that having completed the above Hotel, and fitted the Hotel with every comfort and convenience, he is prepared to supply visitors on the most reasonable terms. Ales, wines and spirits of the choicest brands. The Billiard Room is fitted with one of Alcock's best tables. [715, 459, 848, 603]
scottish-office: HEAD OFFICE, 28, ST VINCENT PLACE, GLASGOW. [722, 942, 841, 960]
wanted-ad: WANTED Purchasers for the Rifleman's Telescope, a marvel of cheapness; magnifies 13 diameters; achromatic, portable, and neat; distinguishes target marks clearly from 400 to 600 yards, in case, 11s.—T. PEACOCK, Shortland street. [155, 920, 288, 1000]
wanted-ad: WANTED, 6 or 8 Girls, for shirt work, and to learn the making up tweeds generally.—Apply to Mrs. SMITH, at Smith and Hughes's, Wyndham street. [155, 1339, 288, 1390]
hero-fruit: FRUIT! FRUIT!! [888, 336, 946, 345]
packets-sub: FOR LONDON DIRECT. [599, 986, 684, 995]
wangarei-body: Will leave as under: FROM AUCKLAND. January 15, Monday, 7 o'clock evening. January 22, Monday, 2 o'clock afternoon. January 29, Monday, 6 o'clock evening. FROM WANGAREI. January 16, Tuesday, 11 o'clock night. January 23, Tuesday, 5 o'clock afternoon. January 30, Tuesday, 10 o'clock night. [435, 491, 568, 587]
golden-title: GOLDEN CROWN FOR THE THAMES. [584, 330, 698, 352]
melb-date-3: January 5. [108, 982, 148, 992]
divider [25, 500, 138, 501]
farm-for-sale: FOR SALE.—A Farm of Forty nine Acres, situate in the Titirangi District, with a frontage to the Manukau. There is a good four-roomed weather board House, lined, and a brick chimney; substantial Cowshed, Stable, Fowl-house, &c. Good-sized Orchard, well stocked with fruit trees—Pears, Apples, Plums, Peaches, Figs, Cherries, Vines, and Strawberries. About ten acres of ploughed land, twenty acres of grass in three paddocks; the remainder partly cleared and put in rye-grass. The greater part of the boundary fence nearly put up. There is a good run for cattle.—Apply to D. TONKS & Co. [435, 252, 568, 434]
divider [305, 421, 418, 422]
divider [305, 1043, 418, 1044]
australian-sig: H. M. JERVIS, Agent. [628, 1273, 708, 1283]
toys-big-number: 1,000 [435, 1531, 494, 1552]
skating-rink: SKATING RINK, [735, 358, 828, 369]
wanted-ad: WANTED, a Draper's Assistant.—Apply between 8 and 10 a.m. at D. M'LACHLAN's, 254, Queen-street. [155, 1063, 288, 1104]
norwich-title: NORWICH UNION LIFE INSURANCE SOCIETY. [724, 1174, 839, 1196]
arrival-kicker: ARRIVAL OF THE [37, 42, 126, 52]
etc: Etc., Etc., Etc. [891, 850, 943, 859]
divider [725, 1322, 838, 1323]
auction-item: MEN'S and BOYS' BLUCHERS, [879, 760, 955, 779]
tokatea-sig: A. D. McTAVISH, Manager. Auckland, December 28, 1872. [318, 1667, 428, 1687]
divider [305, 1148, 418, 1149]
golden-sig: J. S. MACFARLANE, Agent. [605, 491, 708, 501]
divider [305, 1434, 418, 1435]
corn-title: CORN EXCHANGE. [861, 152, 972, 163]
royaloak-title: ROYAL OAK GOLD MINING COMPANY (LIMITED). [314, 1305, 409, 1338]
to-let-3-sig: SAMUEL COCHRANE & SON. [310, 496, 428, 505]
sydney-date: January 6. [108, 606, 148, 616]
ponsonby-title: AT PONSONBY ROAD. [860, 901, 974, 912]
overland-body: Under Contract with the New Zealand Government for a Four-weekly Mail Service. The magnificent steamship NEBRASKA, 2,143 tons register, H. HARDING, Commander, is appointed to leave Auckland for Honolulu and San Francisco, on THURSDAY, the 25th inst., at Noon. For freight, passage, and all particulars, apply to [575, 1382, 708, 1488]
albert-minister: Minister : WARLOW DAVIES, M.A. [300, 161, 423, 170]
passengers-label: PASSENGERS. [44, 311, 119, 322]
account-title: ON ACCOUNT OF WHOM IT MAY CONCERN. [873, 642, 961, 675]
venetian-sig: M. H. BUSBY, [747, 1451, 816, 1462]
divider [725, 277, 838, 278]
column-6 [712, 38, 852, 1550]
packets-body: The favourite Clipper Ship CADUCEUS, D. T. Roberts, Esq., Commander (late of the Mateo). This fine vessel, having a portion of her cargo engaged, will meet with prompt dispatch, and sail in February. Her cabin accommodation is unsurpassed. For freight or passage, apply to [575, 996, 708, 1083]
thornton-body: SACKS, suitable for Potatoes, at 10s. per dozen. [715, 848, 848, 868]
flagstaff-sig: HOLMES BROS. [644, 152, 708, 162]
sale-ad-2: FOR SALE—A Fishing Boat (3 tons), and several Watermen's and Sailing Boats, cheap.—Apply to J. CLARE, Boat Builder, Custom-house street. [295, 1095, 428, 1144]
tauranga-title: FOR TAURANGA. [450, 1875, 553, 1888]
overland-title: OVERLAND ROUTE TO ENGLAND. [583, 1311, 700, 1333]
